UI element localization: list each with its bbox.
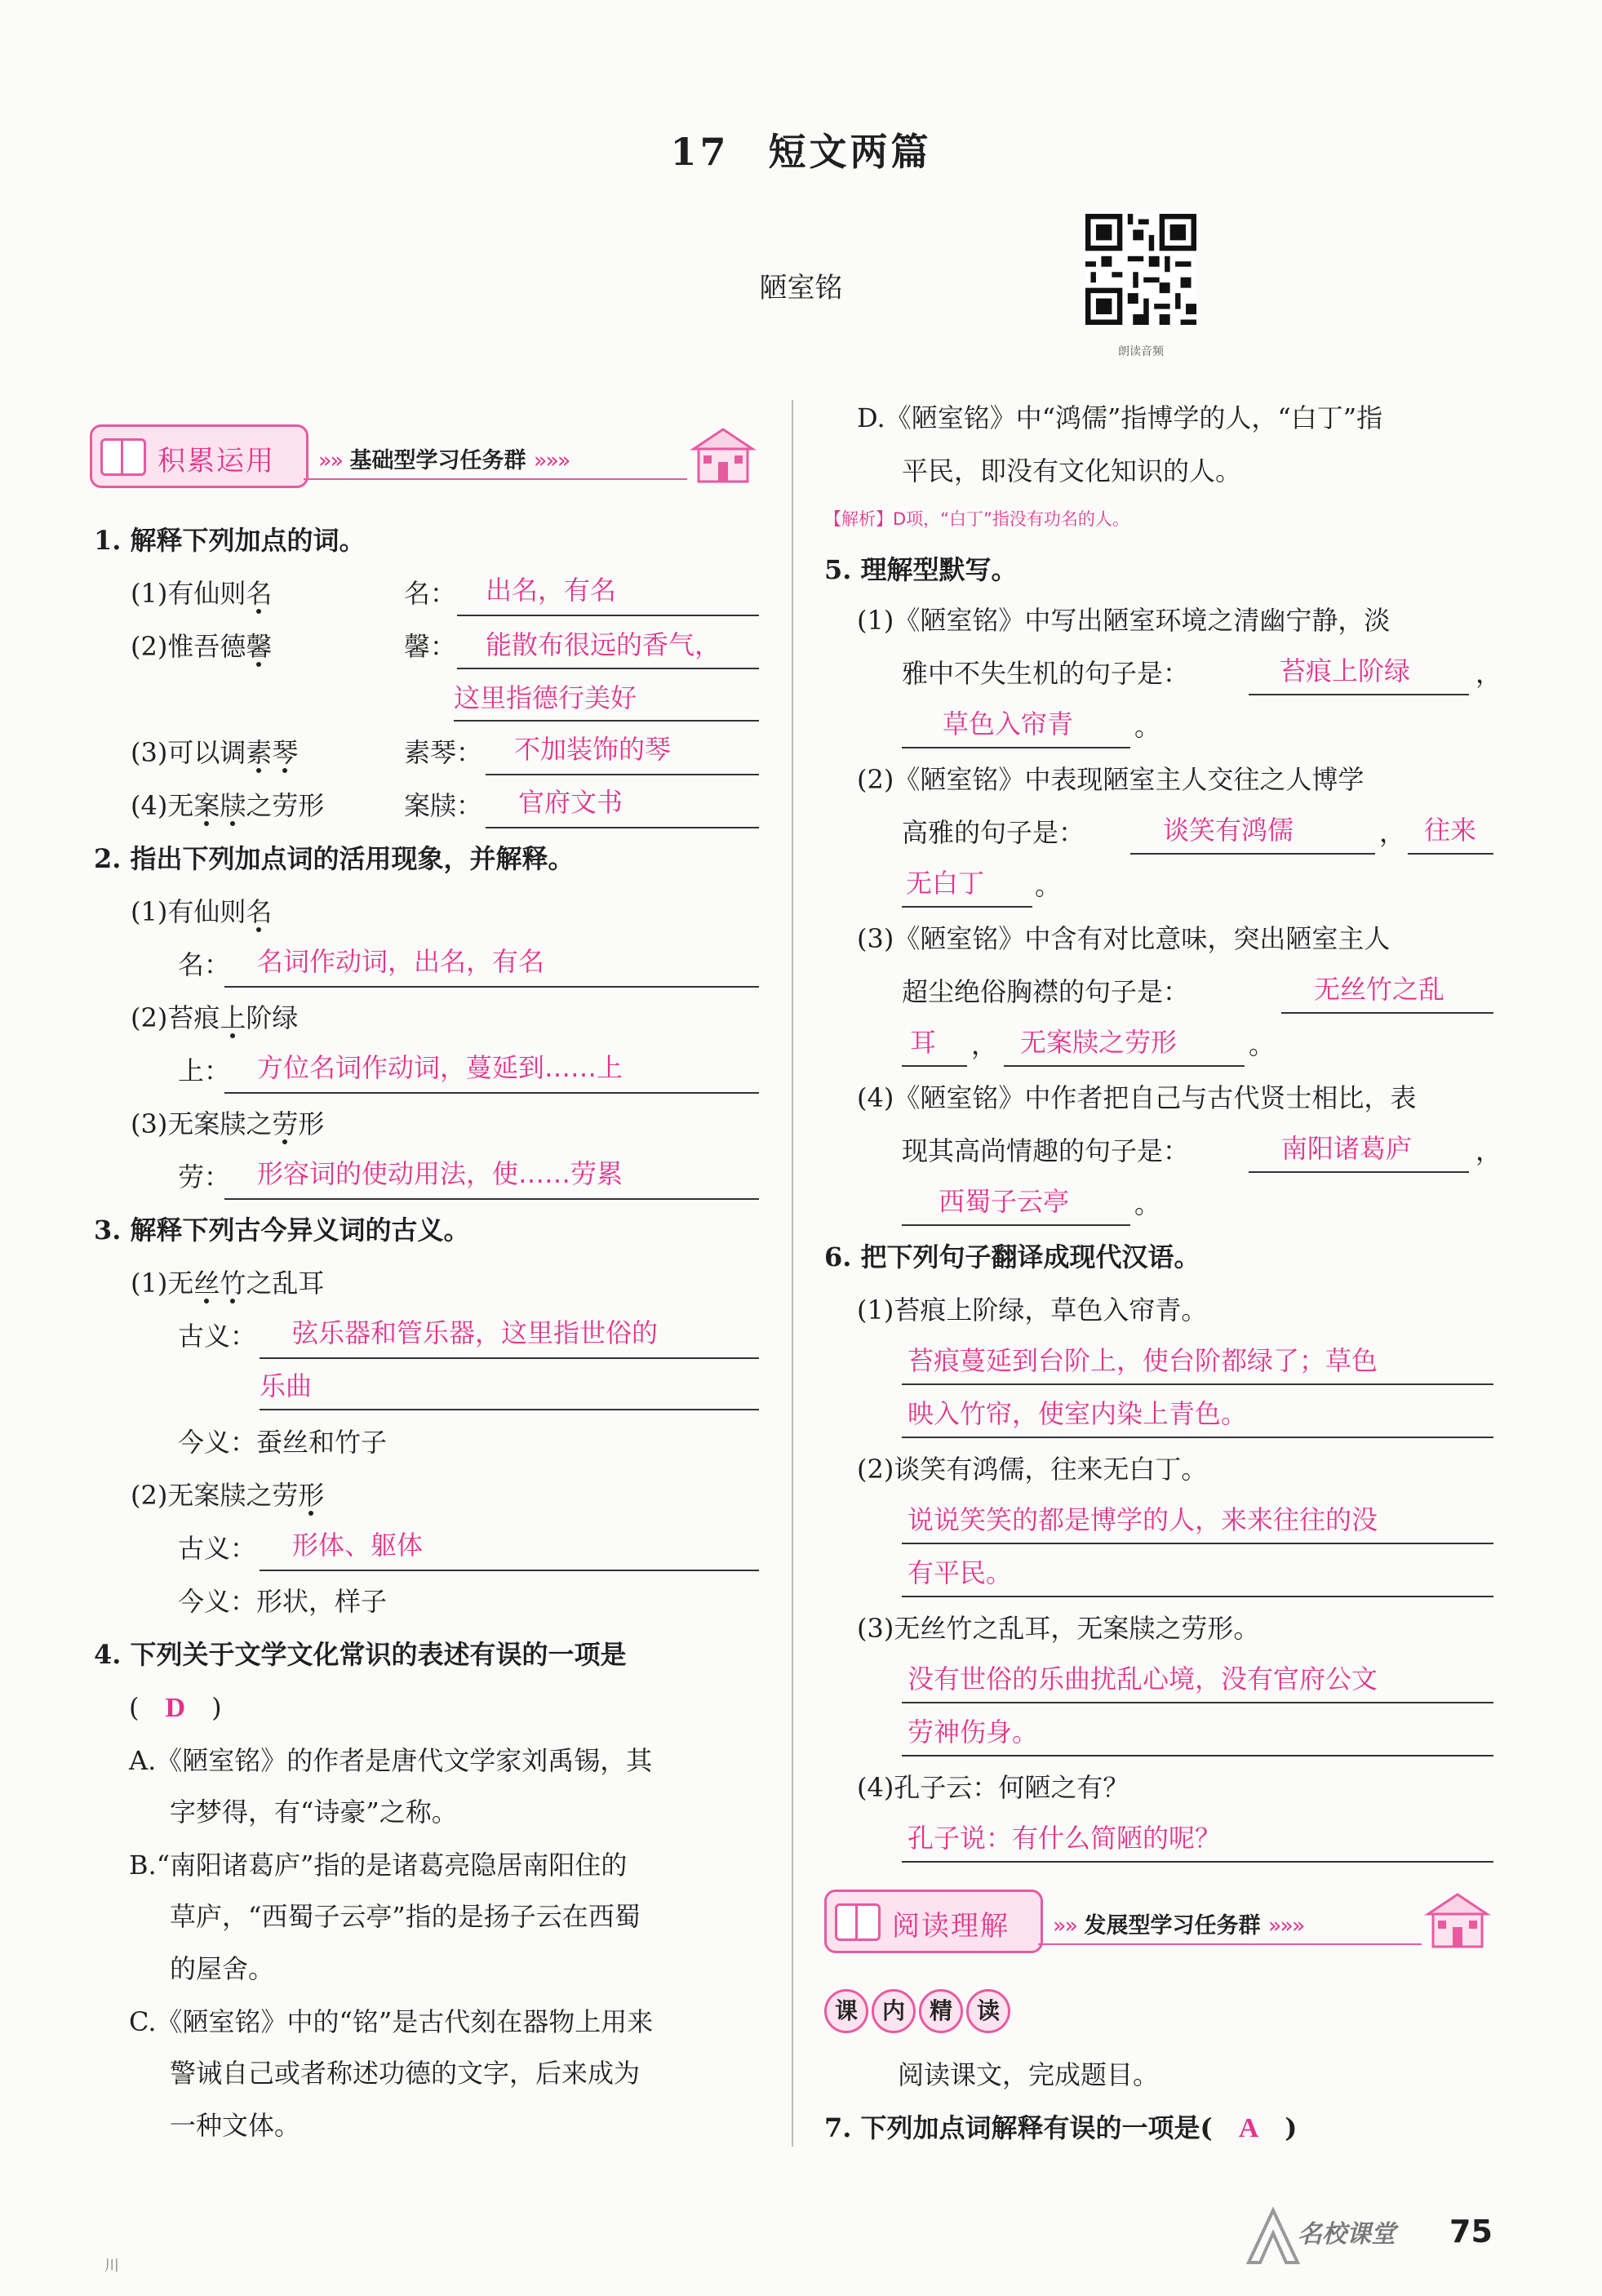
answer-line [1130,853,1375,855]
question-3-stem: 3. 解释下列古今异义词的古义。 [94,1215,470,1246]
answer-line [902,1755,1493,1756]
answer-line [902,1596,1493,1597]
q6-answer-1b: 映入竹帘，使室内染上青色。 [908,1398,1248,1429]
period: 。 [1249,1029,1276,1060]
q5-answer-3a: 无丝竹之乱 [1314,974,1445,1005]
answer-line [902,1437,1493,1438]
qr-label: 朗读音频 [1118,345,1164,358]
q3-answer-1b: 乐曲 [260,1370,313,1401]
q1-item-3: (3)可以调素琴 [131,737,299,768]
q5-item-1-line-2: 雅中不失生机的句子是： [902,658,1190,689]
answer-line [902,906,1032,908]
q5-answer-2a: 谈笑有鸿儒 [1163,815,1294,846]
lesson-number: 17 [670,130,730,174]
answer-line [224,1198,759,1200]
q4-option-c-1: C.《陋室铭》中的“铭”是古代刻在器物上用来 [129,2006,654,2037]
period: 。 [1134,711,1161,742]
reading-tag-char: 内 [872,1989,916,2033]
lesson-title [0,122,1602,176]
q3-answer-1: 弦乐器和管乐器，这里指世俗的 [292,1317,659,1348]
answer-line [457,668,759,669]
q3-modern-1: 今义：蚕丝和竹子 [178,1427,388,1458]
q6-item-4: (4)孔子云：何陋之有？ [857,1772,1129,1803]
period: 。 [1035,870,1062,901]
q3-item-2: (2)无案牍之劳形 [131,1480,325,1511]
answer-line [224,1092,759,1094]
book-icon [100,438,146,476]
q5-answer-4b: 西蜀子云亭 [939,1186,1070,1217]
reading-tag-char: 课 [824,1989,868,2033]
q6-answer-2b: 有平民。 [908,1557,1013,1588]
school-house-icon [687,424,759,485]
q1-answer-1: 出名，有名 [486,575,617,606]
q3-item-1: (1)无丝竹之乱耳 [131,1268,325,1299]
task-group-label: »» 发展型学习任务群 »»» [1053,1913,1304,1938]
section-label: 积累运用 [158,445,275,477]
q5-item-2-line-1: (2)《陋室铭》中表现陋室主人交往之人博学 [857,764,1365,795]
period: 。 [1134,1188,1161,1219]
section-rule [304,478,687,480]
q4-option-a-1: A.《陋室铭》的作者是唐代文学家刘禹锡，其 [129,1745,653,1776]
q5-item-3-line-1: (3)《陋室铭》中含有对比意味，突出陋室主人 [857,923,1391,954]
q4-option-d-2: 平民，即没有文化知识的人。 [902,455,1242,486]
q2-answer-1: 名词作动词，出名，有名 [257,946,545,977]
section-header-accumulate [90,424,759,485]
answer-line [260,1409,759,1410]
q6-answer-2a: 说说笑笑的都是博学的人，来来往往的没 [908,1504,1378,1535]
q1-item-1: (1)有仙则名 [131,578,273,609]
q3-answer-2: 形体、躯体 [292,1530,424,1561]
reading-instruction: 阅读课文，完成题目。 [898,2059,1160,2090]
q5-item-2-line-2: 高雅的句子是： [902,817,1085,848]
column-divider [792,400,793,2147]
brand-logo [1240,2204,1436,2269]
notebook-icon [835,1903,881,1941]
q3-ancient-label-2: 古义： [178,1533,257,1564]
q6-item-2: (2)谈笑有鸿儒，往来无白丁。 [857,1454,1208,1485]
section-rule [1038,1943,1422,1945]
qr-code-icon[interactable] [1085,214,1196,325]
brand-text: 名校课堂 [1298,2220,1396,2249]
comma: ， [1379,817,1406,848]
answer-line [902,1702,1493,1703]
q5-item-1-line-1: (1)《陋室铭》中写出陋室环境之清幽宁静，淡 [857,605,1391,636]
q4-option-d-1: D.《陋室铭》中“鸿儒”指博学的人，“白丁”指 [857,402,1383,433]
text-title: 陋室铭 [759,272,843,304]
answer-line [902,1065,967,1067]
q1-term-4: 案牍： [404,790,483,821]
answer-line [486,774,759,775]
q6-item-1: (1)苔痕上阶绿，草色入帘青。 [857,1295,1208,1326]
q2-item-3: (3)无案牍之劳形 [131,1108,325,1139]
q4-option-b-1: B.“南阳诸葛庐”指的是诸葛亮隐居南阳住的 [129,1850,628,1881]
q2-item-2: (2)苔痕上阶绿 [131,1002,299,1033]
question-4-stem: 4. 下列关于文学文化常识的表述有误的一项是 [94,1639,627,1670]
answer-line [1249,694,1469,695]
q2-term-2: 上： [178,1055,231,1086]
q5-answer-3c: 无案牍之劳形 [1020,1027,1178,1058]
q2-term-1: 名： [178,949,231,980]
task-group-label: »» 基础型学习任务群 »»» [318,448,570,473]
reading-tag-char: 精 [919,1989,963,2033]
answer-line [902,1543,1493,1544]
section-badge [824,1890,1043,1953]
q3-modern-2: 今义：形状，样子 [178,1586,388,1617]
page-number: 75 [1449,2214,1493,2249]
q1-item-2: (2)惟吾德馨 [131,631,273,662]
q2-item-1: (1)有仙则名 [131,896,273,927]
answer-line [902,747,1130,748]
q2-term-3: 劳： [178,1161,231,1192]
q4-option-b-3: 的屋舍。 [170,1953,275,1984]
question-7-stem: 7. 下列加点词解释有误的一项是( A ) [824,2112,1298,2143]
q5-answer-1b: 草色入帘青 [943,708,1074,739]
q4-option-c-2: 警诫自己或者称述功德的文字，后来成为 [170,2058,641,2089]
q7-answer: A [1238,2113,1259,2143]
answer-line [260,1570,759,1571]
q1-item-4: (4)无案牍之劳形 [131,790,325,821]
section-header-reading [824,1890,1493,1950]
section-badge [90,424,308,488]
comma: ， [1476,1135,1502,1166]
q4-option-b-2: 草庐，“西蜀子云亭”指的是扬子云在西蜀 [170,1901,641,1932]
question-6-stem: 6. 把下列句子翻译成现代汉语。 [824,1241,1200,1272]
answer-line [1408,853,1493,855]
q6-answer-1a: 苔痕蔓延到台阶上，使台阶都绿了；草色 [908,1345,1378,1376]
q5-item-3-line-2: 超尘绝俗胸襟的句子是： [902,976,1190,1007]
q1-answer-2: 能散布很远的香气， [486,629,721,660]
question-1-stem: 1. 解释下列加点的词。 [94,525,366,556]
q4-analysis: 【解析】D项，“白丁”指没有功名的人。 [824,509,1129,529]
q5-answer-2c: 无白丁 [906,868,985,899]
q5-answer-3b: 耳 [910,1027,937,1058]
q5-item-4-line-2: 现其高尚情趣的句子是： [902,1135,1190,1166]
q4-answer: D [165,1693,186,1723]
question-5-stem: 5. 理解型默写。 [824,554,1018,585]
q6-answer-4: 孔子说：有什么简陋的呢？ [908,1823,1222,1854]
lesson-name: 短文两篇 [768,130,932,174]
q6-answer-3a: 没有世俗的乐曲扰乱心境，没有官府公文 [908,1663,1378,1694]
q1-answer-3: 不加装饰的琴 [514,734,672,765]
answer-line [486,827,759,828]
answer-line [224,986,759,988]
section-label: 阅读理解 [892,1910,1010,1943]
q5-answer-2b: 往来 [1424,815,1477,846]
q2-answer-3: 形容词的使动用法，使……劳累 [257,1158,623,1189]
q1-term-2: 馨： [404,631,457,662]
q1-answer-2b: 这里指德行美好 [454,682,637,713]
school-house-icon [1422,1890,1493,1950]
q4-answer-bracket: ( D ) [129,1692,222,1723]
answer-line [1249,1171,1469,1173]
q4-option-c-3: 一种文体。 [170,2110,301,2141]
q1-answer-4: 官府文书 [518,787,623,818]
answer-line [902,1861,1493,1863]
q4-option-a-2: 字梦得，有“诗豪”之称。 [170,1796,458,1827]
q6-item-3: (3)无丝竹之乱耳，无案牍之劳形。 [857,1613,1260,1644]
q1-term-1: 名： [404,578,457,609]
q5-item-4-line-1: (4)《陋室铭》中作者把自己与古代贤士相比，表 [857,1082,1417,1113]
answer-line [1281,1012,1493,1014]
q2-answer-2: 方位名词作动词，蔓延到……上 [257,1052,623,1083]
q6-answer-3b: 劳神伤身。 [908,1716,1039,1748]
q5-answer-1a: 苔痕上阶绿 [1280,655,1411,686]
comma: ， [1476,658,1502,689]
q5-answer-4a: 南阳诸葛庐 [1281,1133,1413,1164]
answer-line [457,615,759,616]
reading-tag-char: 读 [966,1989,1010,2033]
q3-ancient-label-1: 古义： [178,1321,257,1352]
q1-term-3: 素琴： [404,737,483,768]
answer-line [902,1383,1493,1385]
reading-tag [824,1989,1014,2036]
comma: ， [971,1029,998,1060]
answer-line [1004,1065,1245,1067]
answer-line [902,1224,1130,1226]
answer-line [454,720,759,722]
answer-line [260,1357,759,1359]
region-mark: 川 [104,2258,119,2275]
question-2-stem: 2. 指出下列加点词的活用现象，并解释。 [94,843,575,874]
